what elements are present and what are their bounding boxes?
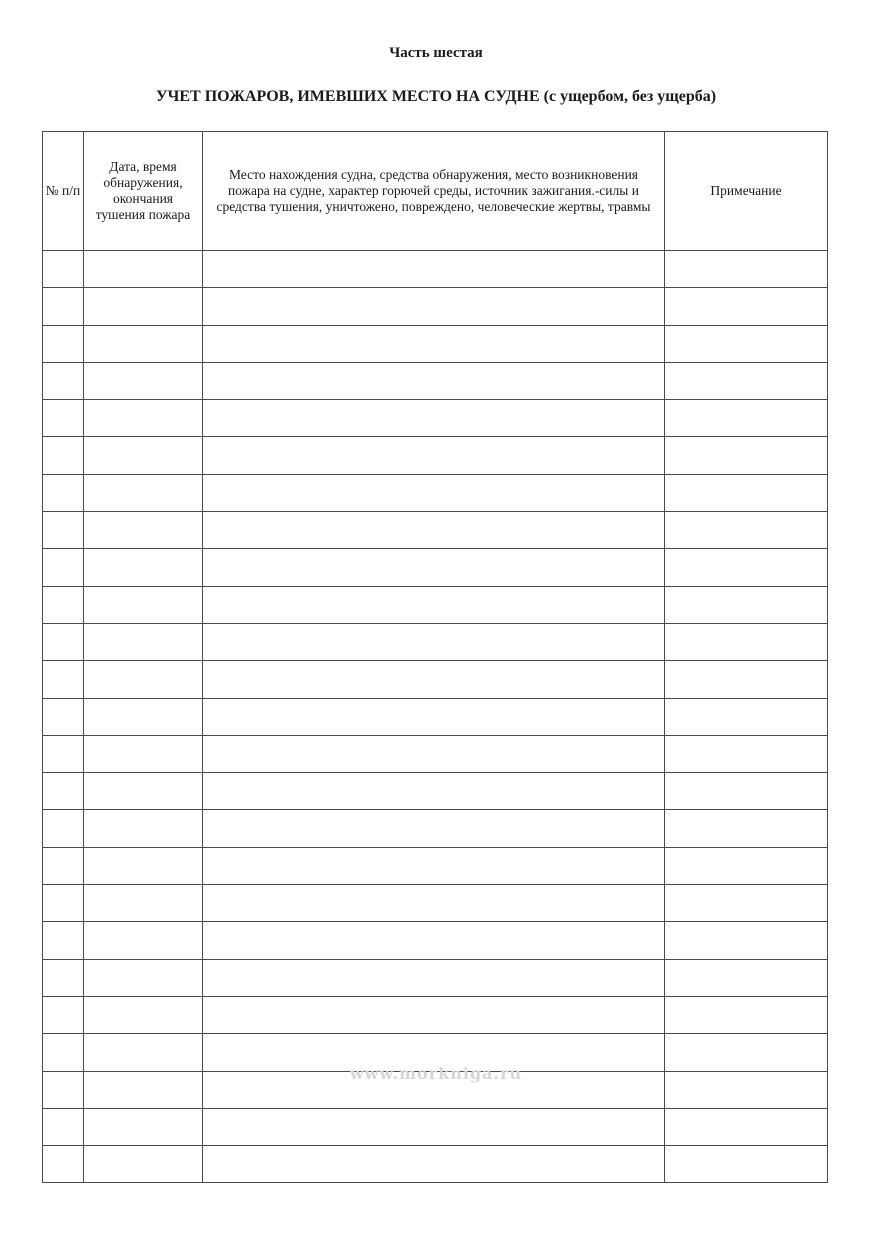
- part-title: Часть шестая: [389, 45, 483, 61]
- table-row: [43, 251, 828, 288]
- table-row: [43, 549, 828, 586]
- page-title: УЧЕТ ПОЖАРОВ, ИМЕВШИХ МЕСТО НА СУДНЕ (с ущербом, без ущерба): [155, 88, 717, 105]
- cell-location[interactable]: [203, 325, 665, 362]
- cell-date-time[interactable]: [84, 325, 203, 362]
- cell-note[interactable]: [665, 996, 828, 1033]
- cell-date-time[interactable]: [84, 549, 203, 586]
- cell-number[interactable]: [43, 512, 84, 549]
- cell-note[interactable]: [665, 623, 828, 660]
- cell-note[interactable]: [665, 1146, 828, 1183]
- table-row: [43, 623, 828, 660]
- cell-number[interactable]: [43, 1108, 84, 1145]
- header-date-time: Дата, время обнаружения, окончания тушения пожара: [84, 132, 203, 251]
- table-body: [43, 251, 828, 1183]
- cell-number[interactable]: [43, 773, 84, 810]
- cell-location[interactable]: [203, 885, 665, 922]
- cell-note[interactable]: [665, 810, 828, 847]
- cell-note[interactable]: [665, 959, 828, 996]
- table-row: [43, 586, 828, 623]
- table-row: [43, 847, 828, 884]
- table-row: [43, 810, 828, 847]
- table-row: [43, 512, 828, 549]
- cell-note[interactable]: [665, 773, 828, 810]
- cell-note[interactable]: [665, 922, 828, 959]
- cell-date-time[interactable]: [84, 437, 203, 474]
- cell-note[interactable]: [665, 1108, 828, 1145]
- table-row: [43, 661, 828, 698]
- cell-location[interactable]: [203, 698, 665, 735]
- header-note: Примечание: [665, 132, 828, 251]
- cell-date-time[interactable]: [84, 400, 203, 437]
- cell-date-time[interactable]: [84, 996, 203, 1033]
- table-row: [43, 885, 828, 922]
- table-header-row: [43, 132, 828, 251]
- cell-location[interactable]: [203, 362, 665, 399]
- cell-number[interactable]: [43, 362, 84, 399]
- cell-note[interactable]: [665, 586, 828, 623]
- cell-date-time[interactable]: [84, 661, 203, 698]
- table-row: [43, 1108, 828, 1145]
- table-row: [43, 996, 828, 1033]
- cell-number[interactable]: [43, 847, 84, 884]
- cell-number[interactable]: [43, 661, 84, 698]
- cell-date-time[interactable]: [84, 251, 203, 288]
- cell-number[interactable]: [43, 698, 84, 735]
- cell-date-time[interactable]: [84, 362, 203, 399]
- table-row: [43, 735, 828, 772]
- watermark: www.morkniga.ru: [349, 1064, 523, 1083]
- cell-location[interactable]: [203, 400, 665, 437]
- table-row: [43, 288, 828, 325]
- cell-note[interactable]: [665, 251, 828, 288]
- cell-date-time[interactable]: [84, 735, 203, 772]
- table-row: [43, 1146, 828, 1183]
- cell-number[interactable]: [43, 1146, 84, 1183]
- cell-date-time[interactable]: [84, 623, 203, 660]
- cell-number[interactable]: [43, 885, 84, 922]
- cell-note[interactable]: [665, 400, 828, 437]
- cell-date-time[interactable]: [84, 922, 203, 959]
- table-row: [43, 474, 828, 511]
- cell-note[interactable]: [665, 288, 828, 325]
- cell-note[interactable]: [665, 847, 828, 884]
- cell-location[interactable]: [203, 1108, 665, 1145]
- cell-number[interactable]: [43, 549, 84, 586]
- cell-number[interactable]: [43, 922, 84, 959]
- cell-note[interactable]: [665, 362, 828, 399]
- cell-number[interactable]: [43, 288, 84, 325]
- cell-location[interactable]: [203, 288, 665, 325]
- cell-date-time[interactable]: [84, 959, 203, 996]
- cell-note[interactable]: [665, 325, 828, 362]
- cell-location[interactable]: [203, 586, 665, 623]
- cell-location[interactable]: [203, 847, 665, 884]
- cell-location[interactable]: [203, 437, 665, 474]
- cell-number[interactable]: [43, 810, 84, 847]
- table-row: [43, 698, 828, 735]
- header-number: № п/п: [43, 132, 84, 251]
- cell-date-time[interactable]: [84, 512, 203, 549]
- cell-location[interactable]: [203, 959, 665, 996]
- cell-note[interactable]: [665, 474, 828, 511]
- cell-number[interactable]: [43, 251, 84, 288]
- cell-note[interactable]: [665, 512, 828, 549]
- cell-number[interactable]: [43, 959, 84, 996]
- cell-number[interactable]: [43, 735, 84, 772]
- cell-date-time[interactable]: [84, 885, 203, 922]
- table-row: [43, 922, 828, 959]
- cell-date-time[interactable]: [84, 847, 203, 884]
- cell-date-time[interactable]: [84, 810, 203, 847]
- cell-number[interactable]: [43, 623, 84, 660]
- table-row: [43, 400, 828, 437]
- cell-date-time[interactable]: [84, 288, 203, 325]
- cell-number[interactable]: [43, 325, 84, 362]
- table-row: [43, 959, 828, 996]
- cell-location[interactable]: [203, 661, 665, 698]
- cell-note[interactable]: [665, 735, 828, 772]
- table-row: [43, 773, 828, 810]
- cell-number[interactable]: [43, 474, 84, 511]
- cell-location[interactable]: [203, 549, 665, 586]
- cell-location[interactable]: [203, 735, 665, 772]
- cell-date-time[interactable]: [84, 586, 203, 623]
- cell-location[interactable]: [203, 623, 665, 660]
- fire-log-table: [42, 131, 828, 1183]
- cell-location[interactable]: [203, 922, 665, 959]
- cell-location[interactable]: [203, 1146, 665, 1183]
- table-row: [43, 437, 828, 474]
- cell-number[interactable]: [43, 437, 84, 474]
- cell-location[interactable]: [203, 773, 665, 810]
- cell-date-time[interactable]: [84, 698, 203, 735]
- cell-location[interactable]: [203, 810, 665, 847]
- cell-number[interactable]: [43, 586, 84, 623]
- cell-date-time[interactable]: [84, 474, 203, 511]
- table-row: [43, 325, 828, 362]
- cell-location[interactable]: [203, 512, 665, 549]
- header-location: Место нахождения судна, средства обнаружения, место возникновения пожара на судне, характер горючей среды, источник зажигания.-силы и средства тушения, уничтожено, повреждено, человеческие жертвы, травмы: [203, 132, 665, 251]
- cell-note[interactable]: [665, 437, 828, 474]
- table-row: [43, 362, 828, 399]
- cell-date-time[interactable]: [84, 773, 203, 810]
- cell-date-time[interactable]: [84, 1108, 203, 1145]
- cell-note[interactable]: [665, 698, 828, 735]
- cell-location[interactable]: [203, 996, 665, 1033]
- cell-number[interactable]: [43, 400, 84, 437]
- cell-note[interactable]: [665, 549, 828, 586]
- cell-note[interactable]: [665, 661, 828, 698]
- cell-location[interactable]: [203, 474, 665, 511]
- cell-number[interactable]: [43, 996, 84, 1033]
- cell-location[interactable]: [203, 251, 665, 288]
- cell-note[interactable]: [665, 885, 828, 922]
- cell-date-time[interactable]: [84, 1146, 203, 1183]
